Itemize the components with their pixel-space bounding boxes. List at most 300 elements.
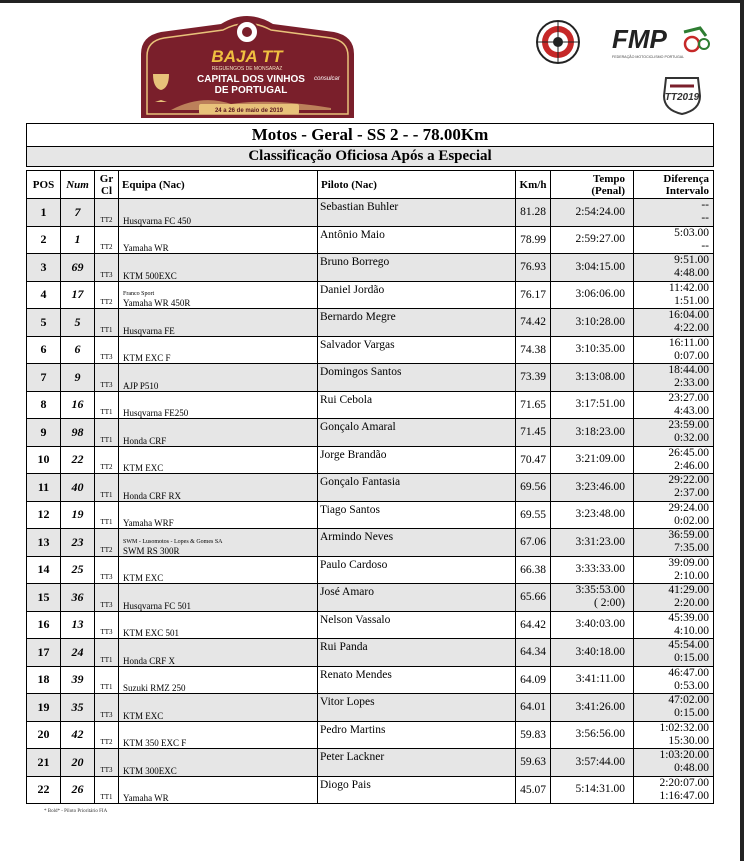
row-team-bike: KTM 300EXC bbox=[123, 765, 177, 776]
row-interval: 0:15.00 bbox=[674, 652, 709, 665]
row-interval: 0:07.00 bbox=[674, 349, 709, 362]
row-interval: 7:35.00 bbox=[674, 542, 709, 555]
row-kmh: 74.38 bbox=[516, 336, 551, 364]
row-pos: 14 bbox=[27, 556, 61, 584]
fmp-label: FMP bbox=[612, 24, 667, 54]
row-pos: 13 bbox=[27, 529, 61, 557]
row-interval: 4:48.00 bbox=[674, 267, 709, 280]
row-team-entrant: SWM - Lusomotos - Lopes & Gomes SA bbox=[123, 538, 223, 545]
row-kmh: 71.45 bbox=[516, 419, 551, 447]
row-time bbox=[551, 529, 634, 557]
row-time bbox=[551, 309, 634, 337]
row-team bbox=[119, 226, 318, 254]
row-pos: 7 bbox=[27, 364, 61, 392]
col-time: Tempo (Penal) bbox=[551, 171, 634, 199]
row-num: 22 bbox=[61, 446, 95, 474]
row-pilot: Nelson Vassalo bbox=[318, 611, 516, 639]
row-num: 40 bbox=[61, 474, 95, 502]
row-difference: 39:09.00 bbox=[668, 556, 709, 569]
row-time-value: 3:10:28.00 bbox=[575, 315, 625, 328]
table-row bbox=[27, 446, 714, 474]
table-row bbox=[27, 721, 714, 749]
row-team-bike: Suzuki RMZ 250 bbox=[123, 683, 186, 693]
row-team-bike: KTM EXC bbox=[123, 573, 164, 583]
row-team bbox=[119, 776, 318, 804]
row-kmh: 81.28 bbox=[516, 199, 551, 227]
col-pos: POS bbox=[27, 171, 61, 199]
row-kmh: 64.34 bbox=[516, 639, 551, 667]
row-pos: 15 bbox=[27, 584, 61, 612]
row-time bbox=[551, 776, 634, 804]
row-time-value: 3:35:53.00 bbox=[575, 584, 625, 597]
row-team-bike: Honda CRF bbox=[123, 435, 167, 446]
row-interval: 0:32.00 bbox=[674, 432, 709, 445]
row-difference: 29:24.00 bbox=[668, 501, 709, 514]
page-title: Motos - Geral - SS 2 - - 78.00Km bbox=[27, 124, 713, 147]
row-pos: 1 bbox=[27, 199, 61, 227]
row-group: TT3 bbox=[95, 556, 119, 584]
row-difference: 45:54.00 bbox=[668, 639, 709, 652]
row-num: 1 bbox=[61, 226, 95, 254]
row-time bbox=[551, 391, 634, 419]
row-kmh: 76.93 bbox=[516, 254, 551, 282]
row-team bbox=[119, 364, 318, 392]
row-num: 7 bbox=[61, 199, 95, 227]
row-diff bbox=[634, 419, 714, 447]
row-time-value: 3:04:15.00 bbox=[575, 260, 625, 273]
row-num: 20 bbox=[61, 749, 95, 777]
row-time bbox=[551, 419, 634, 447]
row-time-value: 3:10:35.00 bbox=[575, 343, 625, 356]
row-team bbox=[119, 721, 318, 749]
window-edge-right bbox=[740, 0, 744, 861]
table-row bbox=[27, 584, 714, 612]
row-kmh: 71.65 bbox=[516, 391, 551, 419]
row-interval: 4:43.00 bbox=[674, 404, 709, 417]
row-time bbox=[551, 694, 634, 722]
row-difference: -- bbox=[701, 199, 709, 212]
row-team bbox=[119, 281, 318, 309]
table-row bbox=[27, 199, 714, 227]
row-pilot: Domingos Santos bbox=[318, 364, 516, 392]
row-difference: 26:45.00 bbox=[668, 446, 709, 459]
row-time-value: 3:06:06.00 bbox=[575, 288, 625, 301]
row-num: 25 bbox=[61, 556, 95, 584]
row-penalty: ( 2:00) bbox=[594, 597, 625, 610]
row-time bbox=[551, 446, 634, 474]
row-group: TT1 bbox=[95, 639, 119, 667]
logo-subtitle: REGUENGOS DE MONSARAZ bbox=[211, 66, 283, 72]
row-group: TT3 bbox=[95, 364, 119, 392]
row-diff bbox=[634, 611, 714, 639]
row-diff bbox=[634, 254, 714, 282]
row-time-value: 5:14:31.00 bbox=[575, 783, 625, 796]
row-num: 24 bbox=[61, 639, 95, 667]
row-num: 39 bbox=[61, 666, 95, 694]
footnote: * Bold* - Piloto Prioritário FIA bbox=[44, 809, 108, 814]
table-row bbox=[27, 694, 714, 722]
row-kmh: 69.56 bbox=[516, 474, 551, 502]
fmp-caption: FEDERAÇÃO MOTOCICLISMO PORTUGAL bbox=[612, 55, 685, 59]
row-time bbox=[551, 721, 634, 749]
row-team bbox=[119, 336, 318, 364]
table-row bbox=[27, 776, 714, 804]
row-team-bike: AJP P510 bbox=[123, 380, 159, 391]
row-diff bbox=[634, 336, 714, 364]
row-time bbox=[551, 666, 634, 694]
row-group: TT2 bbox=[95, 529, 119, 557]
club-emblem-icon bbox=[536, 20, 580, 64]
col-team: Equipa (Nac) bbox=[119, 171, 318, 199]
row-num: 9 bbox=[61, 364, 95, 392]
row-pilot: Daniel Jordão bbox=[318, 281, 516, 309]
row-pos: 20 bbox=[27, 721, 61, 749]
table-row bbox=[27, 281, 714, 309]
row-kmh: 45.07 bbox=[516, 776, 551, 804]
baja-tt-logo bbox=[131, 14, 364, 120]
row-num: 17 bbox=[61, 281, 95, 309]
row-interval: 2:37.00 bbox=[674, 487, 709, 500]
row-num: 26 bbox=[61, 776, 95, 804]
row-time bbox=[551, 226, 634, 254]
row-kmh: 74.42 bbox=[516, 309, 551, 337]
row-difference: 1:02:32.00 bbox=[659, 721, 709, 734]
row-diff bbox=[634, 529, 714, 557]
row-team-bike: KTM EXC 501 bbox=[123, 628, 179, 638]
results-body bbox=[27, 199, 714, 804]
row-team bbox=[119, 309, 318, 337]
row-interval: 1:16:47.00 bbox=[659, 789, 709, 802]
row-team bbox=[119, 666, 318, 694]
row-difference: 1:03:20.00 bbox=[659, 749, 709, 762]
row-diff bbox=[634, 199, 714, 227]
row-diff bbox=[634, 226, 714, 254]
row-team bbox=[119, 474, 318, 502]
row-interval: 4:22.00 bbox=[674, 322, 709, 335]
row-time-value: 3:40:03.00 bbox=[575, 618, 625, 631]
col-diff: Diferença Intervalo bbox=[634, 171, 714, 199]
row-team-bike: KTM 500EXC bbox=[123, 270, 177, 281]
row-pos: 3 bbox=[27, 254, 61, 282]
row-kmh: 67.06 bbox=[516, 529, 551, 557]
row-team-bike: Honda CRF RX bbox=[123, 490, 182, 501]
col-kmh: Km/h bbox=[516, 171, 551, 199]
row-kmh: 59.63 bbox=[516, 749, 551, 777]
row-difference: 11:42.00 bbox=[668, 281, 709, 294]
row-pilot: Peter Lackner bbox=[318, 749, 516, 777]
row-team bbox=[119, 694, 318, 722]
row-time bbox=[551, 281, 634, 309]
row-team bbox=[119, 199, 318, 227]
row-pilot: Gonçalo Amaral bbox=[318, 419, 516, 447]
row-team-bike: Yamaha WR bbox=[123, 243, 169, 253]
row-num: 19 bbox=[61, 501, 95, 529]
row-time-value: 3:18:23.00 bbox=[575, 425, 625, 438]
row-team bbox=[119, 419, 318, 447]
row-difference: 18:44.00 bbox=[668, 364, 709, 377]
logo-line2: DE PORTUGAL bbox=[214, 85, 288, 96]
row-team bbox=[119, 446, 318, 474]
row-team-bike: Husqvarna FE bbox=[123, 325, 175, 336]
row-pos: 4 bbox=[27, 281, 61, 309]
row-num: 69 bbox=[61, 254, 95, 282]
table-row bbox=[27, 529, 714, 557]
row-group: TT3 bbox=[95, 611, 119, 639]
row-pos: 12 bbox=[27, 501, 61, 529]
row-pilot: Renato Mendes bbox=[318, 666, 516, 694]
row-pilot: Tiago Santos bbox=[318, 501, 516, 529]
row-diff bbox=[634, 281, 714, 309]
row-interval: 2:20.00 bbox=[674, 597, 709, 610]
row-difference: 41:29.00 bbox=[668, 584, 709, 597]
row-num: 5 bbox=[61, 309, 95, 337]
row-pos: 16 bbox=[27, 611, 61, 639]
row-kmh: 69.55 bbox=[516, 501, 551, 529]
table-row bbox=[27, 639, 714, 667]
row-group: TT1 bbox=[95, 309, 119, 337]
row-pos: 21 bbox=[27, 749, 61, 777]
row-group: TT1 bbox=[95, 666, 119, 694]
row-group: TT2 bbox=[95, 446, 119, 474]
row-group: TT2 bbox=[95, 226, 119, 254]
results-table bbox=[26, 170, 714, 804]
row-difference: 16:04.00 bbox=[668, 309, 709, 322]
row-interval: 2:46.00 bbox=[674, 459, 709, 472]
row-pilot: Rui Cebola bbox=[318, 391, 516, 419]
row-group: TT2 bbox=[95, 281, 119, 309]
row-team-bike: SWM RS 300R bbox=[123, 545, 180, 556]
logo-title: BAJA TT bbox=[211, 47, 283, 66]
row-kmh: 70.47 bbox=[516, 446, 551, 474]
row-diff bbox=[634, 584, 714, 612]
row-num: 13 bbox=[61, 611, 95, 639]
row-time bbox=[551, 199, 634, 227]
row-interval: 0:48.00 bbox=[674, 762, 709, 775]
row-team-entrant: Franco Sport bbox=[123, 291, 155, 297]
row-team bbox=[119, 391, 318, 419]
row-num: 36 bbox=[61, 584, 95, 612]
row-time-value: 3:23:46.00 bbox=[575, 480, 625, 493]
row-difference: 2:20:07.00 bbox=[659, 776, 709, 789]
row-kmh: 73.39 bbox=[516, 364, 551, 392]
row-pos: 5 bbox=[27, 309, 61, 337]
row-team-bike: Yamaha WR bbox=[123, 793, 169, 803]
table-row bbox=[27, 666, 714, 694]
row-time bbox=[551, 501, 634, 529]
row-group: TT1 bbox=[95, 391, 119, 419]
col-num: Num bbox=[61, 171, 95, 199]
row-team-bike: Honda CRF X bbox=[123, 655, 176, 666]
row-time-value: 3:13:08.00 bbox=[575, 370, 625, 383]
table-row bbox=[27, 419, 714, 447]
row-team-bike: Yamaha WRF bbox=[123, 518, 174, 528]
row-difference: 23:59.00 bbox=[668, 419, 709, 432]
row-time bbox=[551, 611, 634, 639]
row-pilot: Antônio Maio bbox=[318, 226, 516, 254]
row-pos: 8 bbox=[27, 391, 61, 419]
row-diff bbox=[634, 309, 714, 337]
logo-dates: 24 a 26 de maio de 2019 bbox=[214, 108, 284, 114]
row-diff bbox=[634, 501, 714, 529]
row-difference: 16:11.00 bbox=[668, 336, 709, 349]
row-pilot: Paulo Cardoso bbox=[318, 556, 516, 584]
row-pilot: Jorge Brandão bbox=[318, 446, 516, 474]
row-team bbox=[119, 556, 318, 584]
table-row bbox=[27, 501, 714, 529]
row-interval: 0:15.00 bbox=[674, 707, 709, 720]
row-difference: 23:27.00 bbox=[668, 391, 709, 404]
row-time bbox=[551, 584, 634, 612]
row-time-value: 3:41:11.00 bbox=[575, 673, 625, 686]
row-time-value: 3:31:23.00 bbox=[575, 535, 625, 548]
row-team bbox=[119, 501, 318, 529]
row-time bbox=[551, 639, 634, 667]
table-row bbox=[27, 391, 714, 419]
row-pilot: Bernardo Megre bbox=[318, 309, 516, 337]
row-team-bike: Husqvarna FE250 bbox=[123, 408, 189, 418]
logo-line1: CAPITAL DOS VINHOS bbox=[197, 74, 305, 85]
row-num: 42 bbox=[61, 721, 95, 749]
row-interval: -- bbox=[701, 239, 709, 252]
row-time bbox=[551, 749, 634, 777]
row-pilot: Salvador Vargas bbox=[318, 336, 516, 364]
row-team bbox=[119, 254, 318, 282]
row-pos: 19 bbox=[27, 694, 61, 722]
row-team-bike: KTM 350 EXC F bbox=[123, 738, 187, 748]
row-pos: 6 bbox=[27, 336, 61, 364]
row-diff bbox=[634, 694, 714, 722]
table-row bbox=[27, 336, 714, 364]
row-interval: 15:30.00 bbox=[668, 734, 709, 747]
row-kmh: 78.99 bbox=[516, 226, 551, 254]
tt-badge-label: TT2019 bbox=[664, 92, 700, 103]
row-pilot: Vitor Lopes bbox=[318, 694, 516, 722]
row-diff bbox=[634, 391, 714, 419]
row-diff bbox=[634, 364, 714, 392]
row-group: TT3 bbox=[95, 584, 119, 612]
row-diff bbox=[634, 446, 714, 474]
row-time-value: 3:17:51.00 bbox=[575, 398, 625, 411]
row-group: TT1 bbox=[95, 501, 119, 529]
row-pos: 10 bbox=[27, 446, 61, 474]
page-subtitle: Classificação Oficiosa Após a Especial bbox=[27, 147, 713, 166]
row-diff bbox=[634, 721, 714, 749]
row-group: TT1 bbox=[95, 419, 119, 447]
row-pos: 22 bbox=[27, 776, 61, 804]
table-row bbox=[27, 226, 714, 254]
row-difference: 36:59.00 bbox=[668, 529, 709, 542]
row-pilot: Bruno Borrego bbox=[318, 254, 516, 282]
table-row bbox=[27, 556, 714, 584]
row-diff bbox=[634, 556, 714, 584]
row-time-value: 3:57:44.00 bbox=[575, 755, 625, 768]
row-pilot: Armindo Neves bbox=[318, 529, 516, 557]
row-difference: 46:47.00 bbox=[668, 666, 709, 679]
table-header-row bbox=[27, 171, 714, 199]
col-gr-cl: Gr Cl bbox=[95, 171, 119, 199]
row-team bbox=[119, 639, 318, 667]
row-difference: 29:22.00 bbox=[668, 474, 709, 487]
row-kmh: 66.38 bbox=[516, 556, 551, 584]
tt2019-badge-icon bbox=[660, 74, 704, 116]
row-pos: 17 bbox=[27, 639, 61, 667]
row-difference: 45:39.00 bbox=[668, 611, 709, 624]
table-row bbox=[27, 474, 714, 502]
row-kmh: 64.09 bbox=[516, 666, 551, 694]
row-pos: 9 bbox=[27, 419, 61, 447]
row-difference: 9:51.00 bbox=[674, 254, 709, 267]
row-interval: 1:51.00 bbox=[674, 294, 709, 307]
row-interval: 2:10.00 bbox=[674, 569, 709, 582]
row-team bbox=[119, 749, 318, 777]
row-pilot: Sebastian Buhler bbox=[318, 199, 516, 227]
row-kmh: 59.83 bbox=[516, 721, 551, 749]
row-team-bike: Husqvarna FC 450 bbox=[123, 215, 191, 226]
row-pilot: Pedro Martins bbox=[318, 721, 516, 749]
row-group: TT3 bbox=[95, 254, 119, 282]
row-diff bbox=[634, 666, 714, 694]
col-pilot: Piloto (Nac) bbox=[318, 171, 516, 199]
row-num: 35 bbox=[61, 694, 95, 722]
table-row bbox=[27, 254, 714, 282]
row-interval: 2:33.00 bbox=[674, 377, 709, 390]
row-team-bike: Yamaha WR 450R bbox=[123, 298, 191, 308]
row-num: 98 bbox=[61, 419, 95, 447]
row-interval: 0:53.00 bbox=[674, 679, 709, 692]
row-team-bike: KTM EXC bbox=[123, 710, 164, 721]
row-interval: 4:10.00 bbox=[674, 624, 709, 637]
row-pos: 18 bbox=[27, 666, 61, 694]
row-time-value: 3:56:56.00 bbox=[575, 728, 625, 741]
row-pilot: Gonçalo Fantasia bbox=[318, 474, 516, 502]
row-time-value: 3:23:48.00 bbox=[575, 508, 625, 521]
row-group: TT3 bbox=[95, 336, 119, 364]
row-kmh: 64.01 bbox=[516, 694, 551, 722]
row-time-value: 2:54:24.00 bbox=[575, 205, 625, 218]
row-team bbox=[119, 584, 318, 612]
row-time bbox=[551, 556, 634, 584]
row-group: TT1 bbox=[95, 776, 119, 804]
row-kmh: 64.42 bbox=[516, 611, 551, 639]
row-time-value: 3:21:09.00 bbox=[575, 453, 625, 466]
row-kmh: 65.66 bbox=[516, 584, 551, 612]
row-kmh: 76.17 bbox=[516, 281, 551, 309]
row-num: 16 bbox=[61, 391, 95, 419]
row-group: TT2 bbox=[95, 199, 119, 227]
row-time bbox=[551, 364, 634, 392]
table-row bbox=[27, 749, 714, 777]
logo-sponsor: consulcar bbox=[314, 76, 340, 82]
row-num: 23 bbox=[61, 529, 95, 557]
row-pos: 2 bbox=[27, 226, 61, 254]
row-diff bbox=[634, 749, 714, 777]
row-team-bike: KTM EXC bbox=[123, 463, 164, 473]
row-time bbox=[551, 254, 634, 282]
row-time-value: 2:59:27.00 bbox=[575, 233, 625, 246]
row-pilot: Diogo Pais bbox=[318, 776, 516, 804]
row-diff bbox=[634, 639, 714, 667]
row-group: TT1 bbox=[95, 474, 119, 502]
row-pilot: José Amaro bbox=[318, 584, 516, 612]
row-difference: 47:02.00 bbox=[668, 694, 709, 707]
row-difference: 5:03.00 bbox=[674, 226, 709, 239]
row-group: TT2 bbox=[95, 721, 119, 749]
row-interval: 0:02.00 bbox=[674, 514, 709, 527]
row-num: 6 bbox=[61, 336, 95, 364]
table-row bbox=[27, 364, 714, 392]
row-time bbox=[551, 474, 634, 502]
row-time bbox=[551, 336, 634, 364]
